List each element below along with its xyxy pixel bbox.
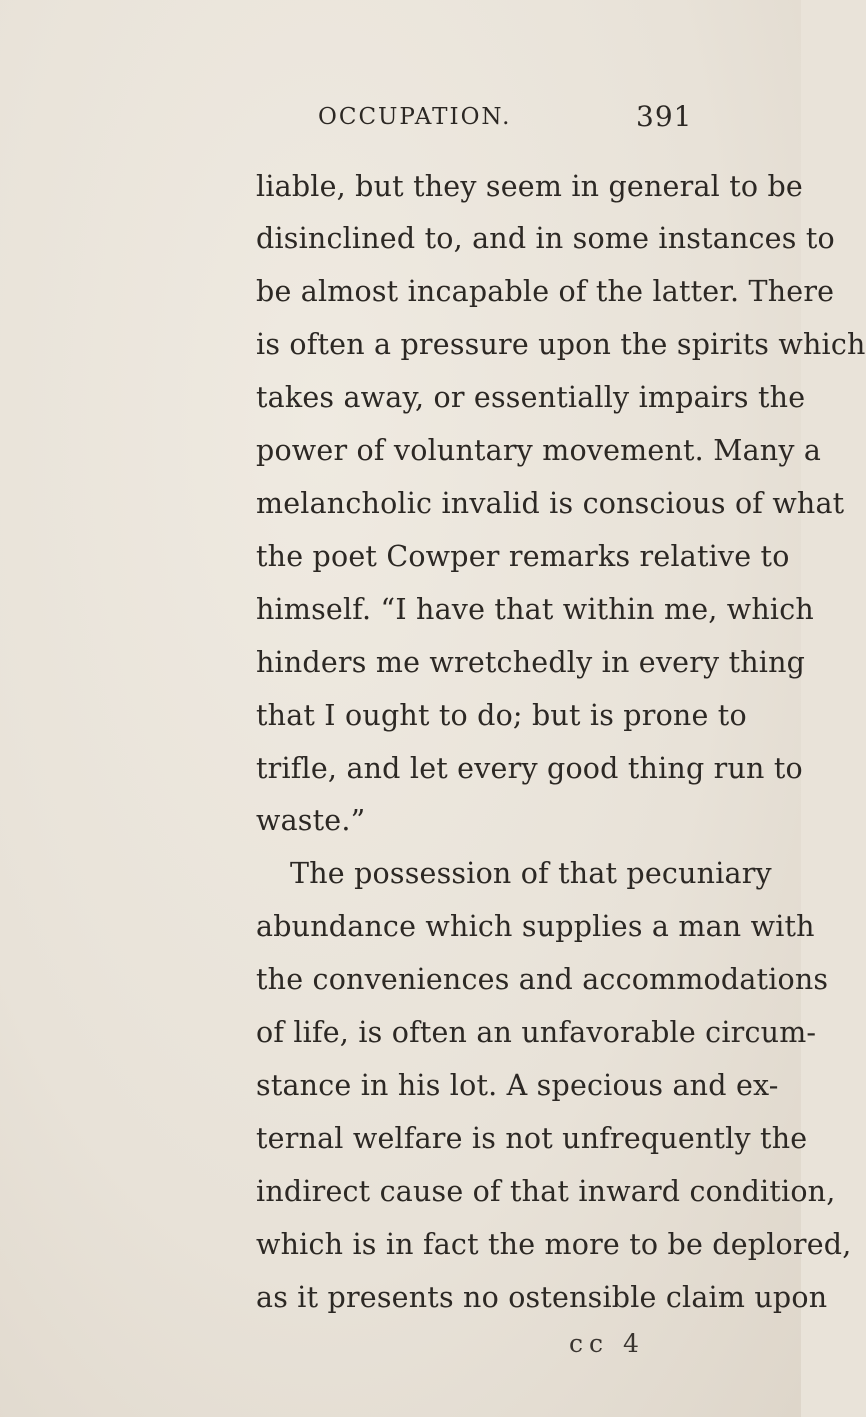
text-line: takes away, or essentially impairs the <box>256 381 806 414</box>
text-line: indirect cause of that inward condition, <box>256 1175 836 1208</box>
text-line: liable, but they seem in general to be <box>256 170 803 203</box>
text-line: The possession of that pecuniary <box>290 857 772 890</box>
text-line: himself. “I have that within me, which <box>256 593 814 626</box>
text-line: be almost incapable of the latter. There <box>256 275 835 308</box>
text-line: the conveniences and accommodations <box>256 963 829 996</box>
text-line: the poet Cowper remarks relative to <box>256 540 790 573</box>
text-line: which is in fact the more to be deplored, <box>256 1228 852 1261</box>
text-line: ternal welfare is not unfrequently the <box>256 1122 808 1155</box>
text-line: waste.” <box>256 804 366 837</box>
text-line: disinclined to, and in some instances to <box>256 222 835 255</box>
signature-mark: cc 4 <box>569 1329 645 1358</box>
page-number: 391 <box>636 100 693 133</box>
text-line: melancholic invalid is conscious of what <box>256 487 845 520</box>
text-line: power of voluntary movement. Many a <box>256 434 822 467</box>
text-line: as it presents no ostensible claim upon <box>256 1281 828 1314</box>
text-line: that I ought to do; but is prone to <box>256 699 747 732</box>
text-line: trifle, and let every good thing run to <box>256 752 803 785</box>
running-head: OCCUPATION. <box>318 104 512 130</box>
text-line: stance in his lot. A specious and ex- <box>256 1069 779 1102</box>
text-line: abundance which supplies a man with <box>256 910 815 943</box>
text-line: hinders me wretchedly in every thing <box>256 646 806 679</box>
text-line: is often a pressure upon the spirits which <box>256 328 866 361</box>
text-line: of life, is often an unfavorable circum- <box>256 1016 817 1049</box>
